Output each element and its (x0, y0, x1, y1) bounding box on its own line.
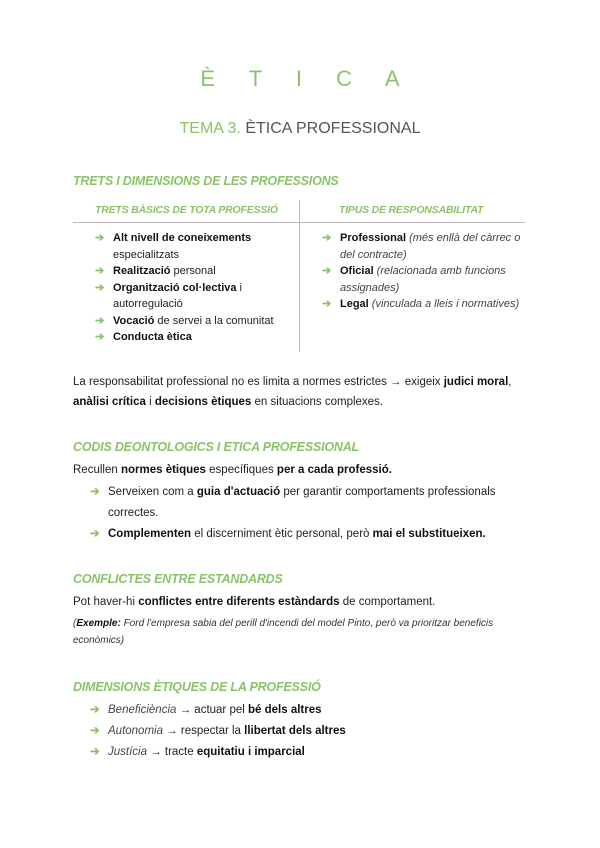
responsibility-paragraph: La responsabilitat professional no es limita a normes estrictes → exigeix judici moral, anàlisi crítica i decisions ètiques en situacions complexes. (73, 376, 512, 408)
list-item: ➔ Conducta ètica (95, 329, 291, 346)
arrow-right-icon: ➔ (322, 298, 332, 310)
list-item: ➔ Vocació de servei a la comunitat (95, 313, 291, 330)
list-item: ➔ Autonomia → respectar la llibertat dels altres (90, 721, 530, 742)
arrow-right-icon: ➔ (90, 746, 100, 758)
subtitle-prefix: TEMA 3. (179, 120, 241, 137)
trets-list (95, 230, 291, 346)
table-divider-vertical (299, 200, 300, 352)
subtitle-main: ÈTICA PROFESSIONAL (240, 120, 421, 137)
section-heading-conflictes: CONFLICTES ENTRE ESTANDARDS (73, 572, 283, 586)
table-col-header-trets: TRETS BÀSICS DE TOTA PROFESSIÓ (95, 204, 278, 216)
arrow-right-icon: ➔ (322, 232, 332, 244)
list-item: ➔ Professional (més enllà del càrrec o del contracte) (322, 232, 521, 261)
arrow-right-icon: ➔ (95, 232, 105, 244)
arrow-right-icon: ➔ (322, 265, 332, 277)
list-item: ➔ Beneficiència → actuar pel bé dels altres (90, 700, 530, 721)
arrow-right-icon: ➔ (90, 486, 100, 498)
arrow-right-icon: ➔ (95, 265, 105, 277)
list-item: ➔ Serveixen com a guia d'actuació per garantir comportaments professionals correctes. (90, 482, 530, 524)
list-item: ➔ Alt nivell de coneixements especialitzats (95, 232, 252, 261)
arrow-right-icon: ➔ (90, 528, 100, 540)
arrow-right-icon: ➔ (90, 725, 100, 737)
responsibility-table (73, 200, 525, 352)
section-heading-codis: CODIS DEONTOLOGICS I ETICA PROFESSIONAL (73, 440, 359, 454)
section-heading-dimensions: DIMENSIONS ÈTIQUES DE LA PROFESSIÓ (73, 680, 321, 694)
codis-intro: Recullen normes ètiques específiques per a cada professió. (73, 464, 392, 476)
codis-list (90, 482, 530, 545)
list-item: ➔ Legal (vinculada a lleis i normatives) (322, 296, 522, 313)
list-item: ➔ Oficial (relacionada amb funcions assignades) (322, 265, 506, 294)
tipus-list (322, 230, 522, 313)
list-item: ➔ Organització col·lectiva i autorregulació (95, 281, 242, 310)
page-subtitle (0, 120, 600, 138)
conflictes-intro: Pot haver-hi conflictes entre diferents estàndards de comportament. (73, 596, 436, 608)
arrow-right-icon: ➔ (95, 314, 105, 327)
list-item: ➔ Complementen el discerniment ètic personal, però mai el substitueixen. (90, 524, 530, 545)
section-heading-trets: TRETS I DIMENSIONS DE LES PROFESSIONS (73, 174, 339, 188)
list-item: ➔ Realització personal (95, 263, 291, 280)
dimensions-list (90, 700, 530, 763)
table-col-header-tipus: TIPUS DE RESPONSABILITAT (339, 204, 484, 216)
arrow-right-icon: ➔ (95, 281, 105, 294)
conflictes-example: (Exemple: Ford l'empresa sabia del perill d'incendi del model Pinto, però va prioritzar beneficis econòmics) (73, 618, 494, 646)
page-title: È T I C A (200, 66, 414, 91)
list-item: ➔ Justícia → tracte equitatiu i imparcial (90, 742, 530, 763)
arrow-right-icon: ➔ (95, 331, 105, 343)
arrow-right-icon: ➔ (90, 704, 100, 716)
